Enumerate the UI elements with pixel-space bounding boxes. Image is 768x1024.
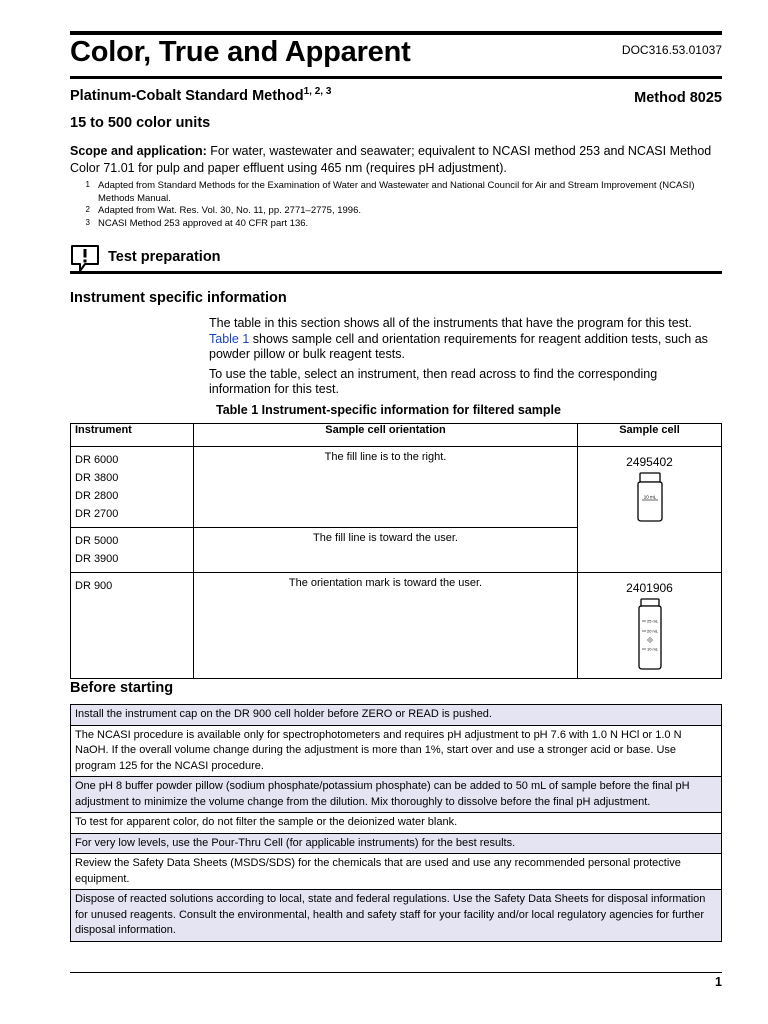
column-header: Instrument bbox=[71, 424, 194, 447]
instruction-cell: Review the Safety Data Sheets (MSDS/SDS) for the chemicals that are used and use any recommended personal protective equipment. bbox=[71, 854, 722, 890]
orientation-cell: The fill line is to the right. bbox=[194, 447, 578, 528]
instruction-cell: One pH 8 buffer powder pillow (sodium phosphate/potassium phosphate) can be added to 50 mL of sample before the final pH adjustment to minimize the volume change from the dilution. Mix thoroughly to dissolve before the final pH adjustment. bbox=[71, 777, 722, 813]
title-rule bbox=[70, 76, 722, 79]
page-number: 1 bbox=[715, 975, 722, 989]
table-row bbox=[71, 833, 722, 854]
table-row bbox=[71, 813, 722, 834]
scope-label: Scope and application: bbox=[70, 144, 207, 158]
scope-paragraph bbox=[70, 143, 720, 177]
instrument-cell: DR 900 bbox=[71, 573, 194, 679]
table-row bbox=[71, 854, 722, 890]
svg-text:10 mL: 10 mL bbox=[646, 646, 658, 652]
sample-vial-icon bbox=[632, 471, 668, 523]
test-preparation-header bbox=[70, 243, 722, 275]
sample-cell-cell bbox=[578, 447, 722, 573]
instruction-cell: Install the instrument cap on the DR 900 cell holder before ZERO or READ is pushed. bbox=[71, 705, 722, 726]
intro-paragraph: The table in this section shows all of the instruments that have the program for this test. Table 1 shows sample cell and orientation requirements for reagent addition tests, such as powder pillow or bulk reagent tests. bbox=[209, 316, 708, 361]
footnotes bbox=[70, 180, 722, 230]
table-1-link[interactable]: Table 1 bbox=[209, 331, 250, 346]
sample-cell-cell bbox=[578, 573, 722, 679]
method-number: Method 8025 bbox=[634, 90, 722, 106]
instruction-cell: Dispose of reacted solutions according to local, state and federal regulations. Use the Safety Data Sheets for disposal information for unused reagents. Consult the environmental, health and safety staff for your facility and/or local regulatory agencies for further disposal information. bbox=[71, 890, 722, 942]
orientation-cell: The orientation mark is toward the user. bbox=[194, 573, 578, 679]
footnote: 2 Adapted from Wat. Res. Vol. 30, No. 11, pp. 2771–2775, 1996. bbox=[85, 205, 362, 216]
table-row bbox=[71, 705, 722, 726]
instrument-info-text bbox=[209, 316, 721, 402]
document-id: DOC316.53.01037 bbox=[621, 43, 722, 57]
sample-cell-number: 2401906 bbox=[626, 581, 673, 595]
instruction-cell: The NCASI procedure is available only for spectrophotometers and requires pH adjustment to pH 7.6 with 1.0 N HCl or 1.0 N NaOH. If the overall volume change during the adjustment is more than 1%, start over and use a stronger acid or base. Use program 125 for the NCASI procedure. bbox=[71, 725, 722, 777]
section-title: Test preparation bbox=[108, 249, 221, 265]
footnote: 3 NCASI Method 253 approved at 40 CFR part 136. bbox=[85, 217, 309, 229]
footnote: 1 Adapted from Standard Methods for the Examination of Water and Wastewater and National Council for Air and Stream Improvement (NCASI) Methods Manual. bbox=[85, 180, 695, 204]
instrument-info-heading: Instrument specific information bbox=[70, 290, 287, 306]
table-row bbox=[71, 777, 722, 813]
table-row bbox=[71, 725, 722, 777]
intro-paragraph: To use the table, select an instrument, then read across to find the corresponding information for this test. bbox=[209, 366, 658, 396]
svg-text:10 mL: 10 mL bbox=[643, 494, 656, 500]
method-subtitle: Platinum-Cobalt Standard Method$^{1, 2, 3}$ bbox=[70, 86, 332, 104]
measurement-range: 15 to 500 color units bbox=[70, 115, 211, 131]
section-rule bbox=[70, 271, 722, 274]
svg-text:20 mL: 20 mL bbox=[646, 628, 658, 634]
instrument-cell: DR 5000 DR 3900 bbox=[71, 528, 194, 573]
instrument-cell: DR 6000 DR 3800 DR 2800 DR 2700 bbox=[71, 447, 194, 528]
table-header-row bbox=[71, 424, 722, 447]
table-row bbox=[71, 890, 722, 942]
exclamation-callout-icon bbox=[70, 243, 100, 273]
column-header: Sample cell bbox=[578, 424, 722, 447]
subtitle-footnote-refs: 1, 2, 3 bbox=[303, 86, 332, 97]
instruction-cell: For very low levels, use the Pour-Thru Cell (for applicable instruments) for the best results. bbox=[71, 833, 722, 854]
instrument-table bbox=[70, 423, 722, 679]
page-title: Color, True and Apparent bbox=[70, 36, 411, 68]
scope-text: For water, wastewater and seawater; equivalent to NCASI method 253 and NCASI Method Color 71.01 for pulp and paper effluent using 465 nm (requires pH adjustment). bbox=[70, 144, 712, 175]
before-starting-table bbox=[70, 704, 722, 942]
svg-text:25 mL: 25 mL bbox=[646, 618, 658, 624]
sample-vial-tall-icon bbox=[632, 597, 668, 671]
table-row bbox=[71, 573, 722, 679]
sample-cell-number: 2495402 bbox=[626, 455, 673, 469]
footer-rule bbox=[70, 972, 722, 973]
document-page bbox=[70, 0, 722, 1024]
top-rule bbox=[70, 31, 722, 35]
table-caption: Table 1 Instrument-specific information for filtered sample bbox=[216, 403, 561, 417]
before-starting-heading: Before starting bbox=[70, 680, 174, 696]
column-header: Sample cell orientation bbox=[194, 424, 578, 447]
table-row bbox=[71, 447, 722, 528]
orientation-cell: The fill line is toward the user. bbox=[194, 528, 578, 573]
instruction-cell: To test for apparent color, do not filter the sample or the deionized water blank. bbox=[71, 813, 722, 834]
